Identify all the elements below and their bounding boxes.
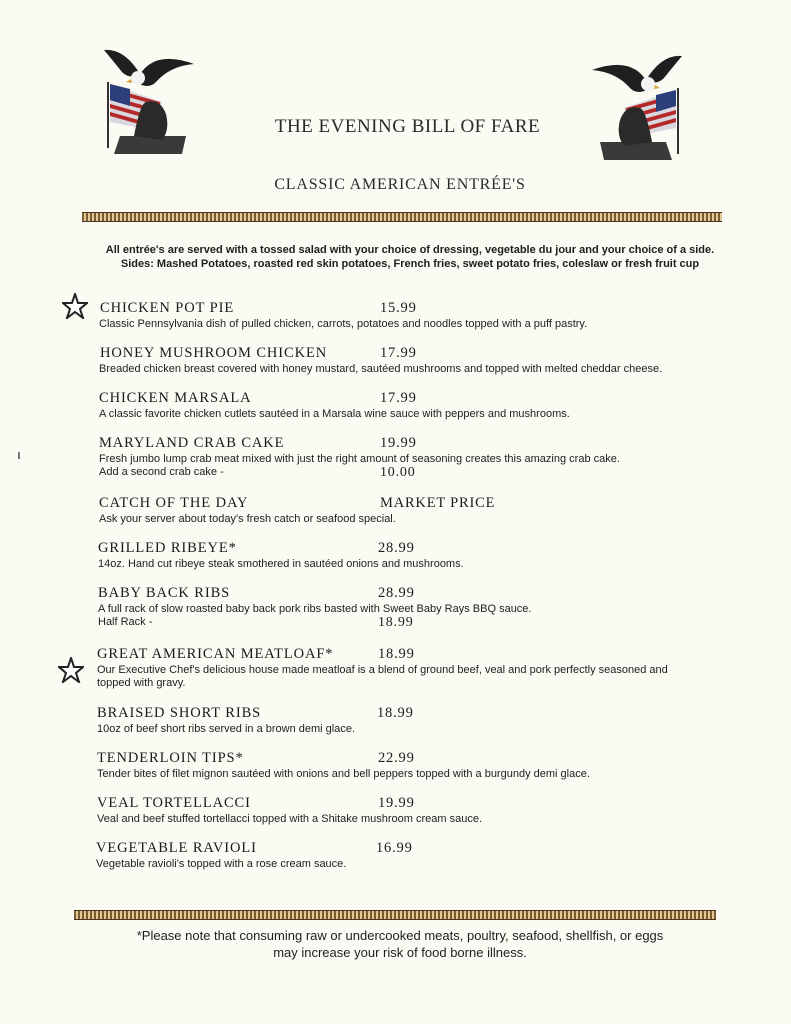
item-description: Breaded chicken breast covered with honey mustard, sautéed mushrooms and topped with melted cheddar cheese. [99,363,663,375]
item-addon [98,616,718,629]
intro-text [60,243,760,271]
addon-price: 10.00 [380,465,416,480]
item-price: 17.99 [380,390,417,406]
item-name: CHICKEN POT PIE [100,300,235,316]
item-description: A full rack of slow roasted baby back pork ribs basted with Sweet Baby Rays BBQ sauce. [98,603,532,615]
food-safety-notice [60,927,740,961]
item-name: MARYLAND CRAB CAKE [99,435,285,451]
menu-item [98,585,718,629]
item-description: A classic favorite chicken cutlets sautéed in a Marsala wine sauce with peppers and mushrooms. [99,408,570,420]
item-description: 14oz. Hand cut ribeye steak smothered in sautéed onions and mushrooms. [98,558,464,570]
addon-price: 18.99 [378,615,414,630]
item-price: 16.99 [376,840,413,856]
item-name: BRAISED SHORT RIBS [97,705,262,721]
menu-item [97,705,717,736]
item-description: Veal and beef stuffed tortellacci topped with a Shitake mushroom cream sauce. [97,813,483,825]
menu-item [99,495,719,526]
item-addon [99,466,719,479]
item-name: BABY BACK RIBS [98,585,231,601]
item-description: Vegetable ravioli's topped with a rose cream sauce. [96,858,347,870]
star-icon [58,657,84,683]
menu-subtitle: CLASSIC AMERICAN ENTRÉE'S [274,176,526,193]
decorative-border-bottom [74,910,716,920]
item-price: 18.99 [378,646,415,662]
item-price: 19.99 [378,795,415,811]
notice-line-1: *Please note that consuming raw or undercooked meats, poultry, seafood, shellfish, or eggs [136,928,664,943]
item-price: 28.99 [378,585,415,601]
addon-label: Half Rack - [98,616,153,628]
item-description: 10oz of beef short ribs served in a brown demi glace. [97,723,356,735]
decorative-border-top [82,212,722,222]
item-price: 17.99 [380,345,417,361]
addon-label: Add a second crab cake - [99,466,224,478]
intro-line-2: Sides: Mashed Potatoes, roasted red skin potatoes, French fries, sweet potato fries, coleslaw or fresh fruit cup [120,258,700,270]
menu-item [97,795,717,826]
menu-item [99,435,719,479]
star-icon [62,293,88,319]
item-description: Fresh jumbo lump crab meat mixed with just the right amount of seasoning creates this amazing crab cake. [99,453,620,465]
item-price: MARKET PRICE [380,495,496,511]
item-price: 18.99 [377,705,414,721]
item-description: Our Executive Chef's delicious house made meatloaf is a blend of ground beef, veal and pork perfectly seasoned and topped with gravy. [97,664,668,689]
item-name: HONEY MUSHROOM CHICKEN [100,345,328,361]
item-name: CATCH OF THE DAY [99,495,249,511]
notice-line-2: may increase your risk of food borne illness. [273,945,527,960]
menu-item [98,540,718,571]
item-description: Tender bites of filet mignon sautéed with onions and bell peppers topped with a burgundy demi glace. [97,768,590,780]
menu-item [100,345,720,376]
item-price: 28.99 [378,540,415,556]
item-description: Classic Pennsylvania dish of pulled chicken, carrots, potatoes and noodles topped with a puff pastry. [99,318,588,330]
item-price: 22.99 [378,750,415,766]
item-name: GREAT AMERICAN MEATLOAF* [97,646,334,662]
menu-item [97,646,717,690]
eagle-flag-icon [590,50,686,160]
item-name: CHICKEN MARSALA [99,390,252,406]
intro-line-1: All entrée's are served with a tossed salad with your choice of dressing, vegetable du jour and your choice of a side. [105,244,715,256]
menu-item [100,300,720,331]
menu-item [99,390,719,421]
menu-title: THE EVENING BILL OF FARE [274,116,541,137]
item-name: GRILLED RIBEYE* [98,540,237,556]
item-name: VEGETABLE RAVIOLI [96,840,257,856]
item-price: 19.99 [380,435,417,451]
item-price: 15.99 [380,300,417,316]
menu-item [96,840,716,871]
scan-speck [18,452,20,459]
item-name: VEAL TORTELLACCI [97,795,251,811]
item-name: TENDERLOIN TIPS* [97,750,244,766]
menu-item [97,750,717,781]
item-description: Ask your server about today's fresh catch or seafood special. [99,513,396,525]
